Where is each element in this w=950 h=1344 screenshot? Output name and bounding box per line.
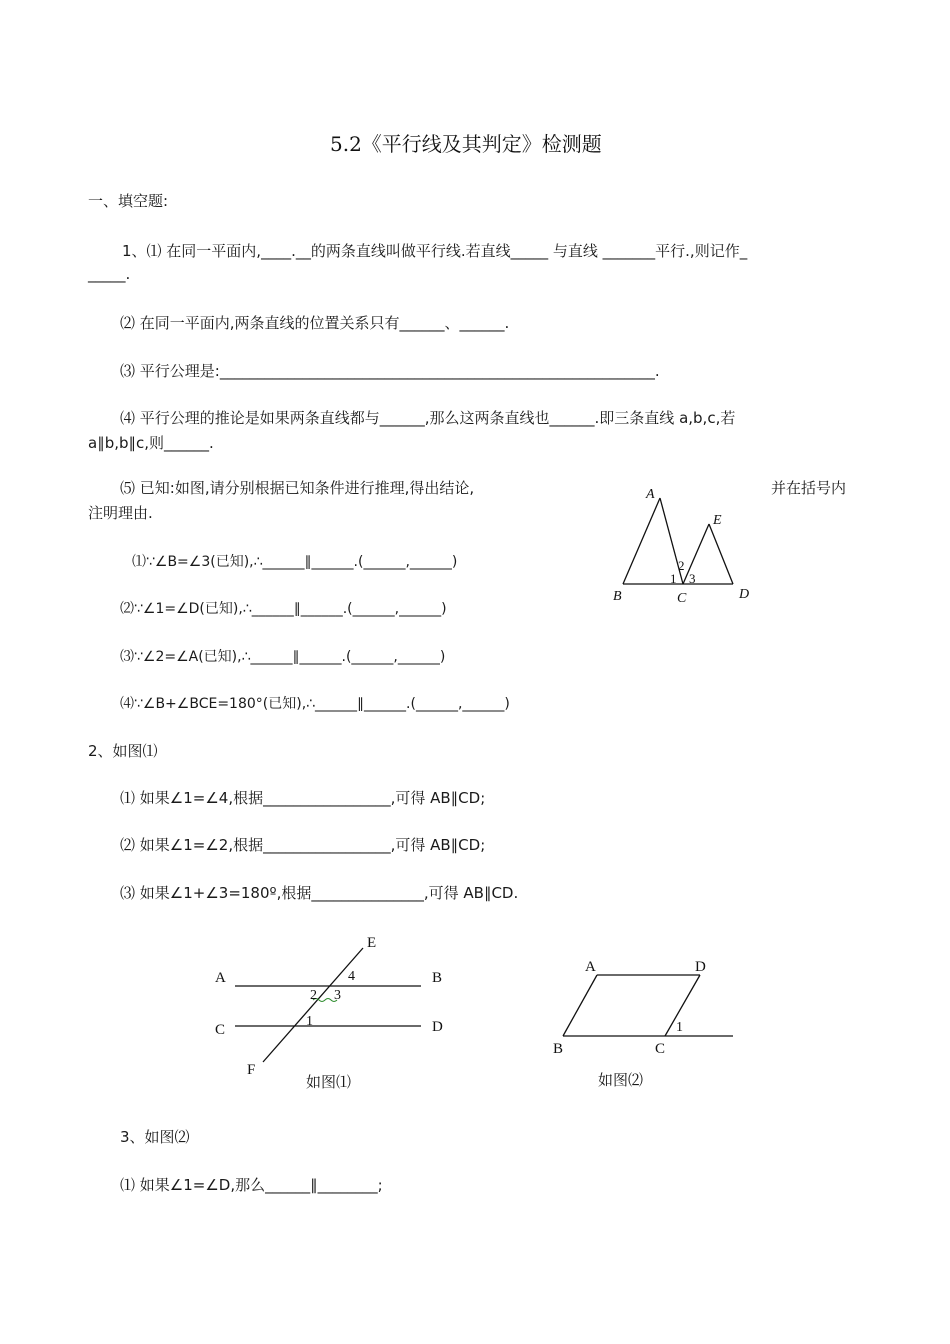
figure-2-parallelogram [545,955,755,1065]
label-a: A [585,959,596,975]
q1-part5-left: ⑸ 已知:如图,请分别根据已知条件进行推理,得出结论, [120,479,475,497]
q1-part4-line2: a∥b,b∥c,则______. [88,434,214,452]
angle-label-2: 2 [678,558,685,573]
q1-part5-right: 并在括号内 [771,479,847,497]
segment-ab [623,498,660,584]
transversal-ef [263,948,363,1062]
q2-heading: 2、如图⑴ [88,742,158,760]
label-d: D [432,1019,443,1035]
q2-sub3: ⑶ 如果∠1+∠3=180º,根据_______________,可得 AB∥CD. [120,884,519,902]
label-a: A [215,970,226,986]
q1-part1-line2: _____. [88,265,131,283]
label-b: B [613,589,622,604]
q2-sub2: ⑵ 如果∠1=∠2,根据_________________,可得 AB∥CD; [120,836,486,854]
section-heading-fill-blank: 一、填空题: [88,192,169,210]
label-b: B [553,1041,564,1057]
label-d: D [739,587,750,602]
q1-part5-sub4: ⑷∵∠B+∠BCE=180°(已知),∴______∥______.(______,______) [120,696,510,712]
angle-label-2: 2 [310,988,317,1003]
figure-2-caption: 如图⑵ [598,1071,644,1089]
triangles-figure [605,482,765,612]
q1-part5-line2: 注明理由. [88,504,153,522]
page-title: 5.2《平行线及其判定》检测题 [330,132,602,156]
q1-part5-sub1: ⑴∵∠B=∠3(已知),∴______∥______.(______,______) [132,554,458,570]
q1-part4-line1: ⑷ 平行公理的推论是如果两条直线都与______,那么这两条直线也______.即三条直线 a,b,c,若 [120,409,736,427]
label-c: C [655,1041,666,1057]
label-b: B [432,970,443,986]
segment-ab [563,975,597,1036]
label-f: F [247,1062,256,1078]
angle-label-1: 1 [306,1014,313,1029]
q1-part1-line1: 1、⑴ 在同一平面内,____.__的两条直线叫做平行线.若直线_____ 与直线 _______平行.,则记作_ [122,242,748,260]
label-c: C [215,1022,226,1038]
q1-part2: ⑵ 在同一平面内,两条直线的位置关系只有______、______. [120,314,510,332]
figure-1-parallel-lines [205,930,465,1080]
angle-label-1: 1 [670,571,677,586]
q2-sub1: ⑴ 如果∠1=∠4,根据_________________,可得 AB∥CD; [120,789,486,807]
label-c: C [677,591,687,606]
angle-label-3: 3 [689,571,696,586]
q1-part5-sub3: ⑶∵∠2=∠A(已知),∴______∥______.(______,______) [120,649,446,665]
label-e: E [713,513,722,528]
q1-part5-sub2: ⑵∵∠1=∠D(已知),∴______∥______.(______,______) [120,601,447,617]
angle-label-3: 3 [334,988,341,1003]
angle-label-4: 4 [348,969,355,984]
figure-1-caption: 如图⑴ [306,1073,352,1091]
segment-ce [683,524,709,584]
label-a: A [646,487,655,502]
q3-heading: 3、如图⑵ [120,1128,190,1146]
q1-part3: ⑶ 平行公理是:__________________________________________________________. [120,362,660,380]
angle-label-1: 1 [676,1020,683,1035]
label-d: D [695,959,706,975]
segment-ed [709,524,733,584]
label-e: E [367,935,377,951]
q3-sub1: ⑴ 如果∠1=∠D,那么______∥________; [120,1176,383,1194]
